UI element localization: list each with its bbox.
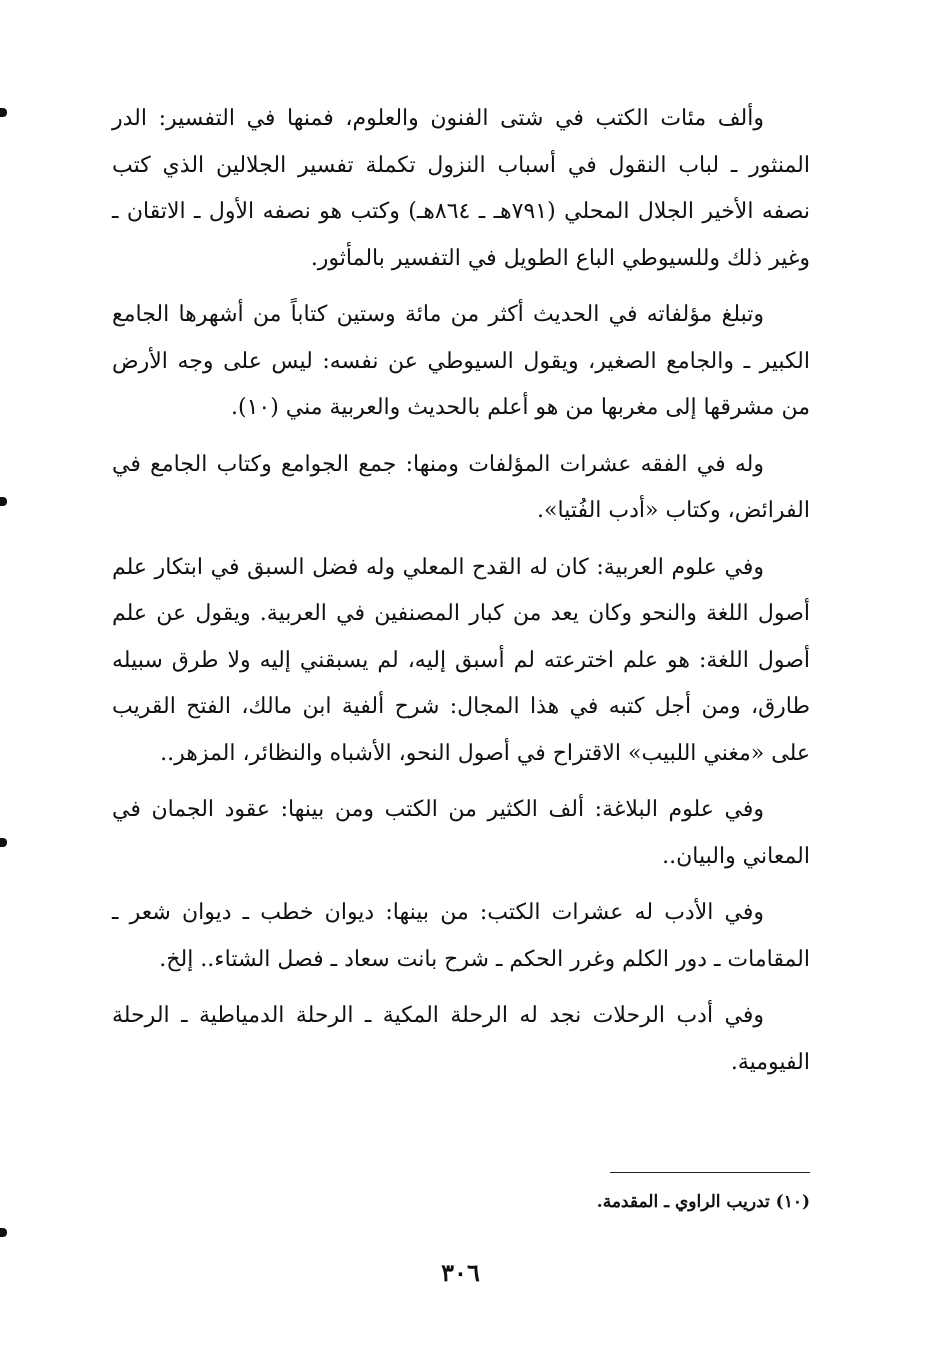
paragraph-hadith: وتبلغ مؤلفاته في الحديث أكثر من مائة وستين كتاباً من أشهرها الجامع الكبير ـ والجامع الصغير، ويقول السيوطي عن نفسه: ليس على وجه الأرض من مشرقها إلى مغربها من هو أعلم بالحديث والعربية مني (١٠).: [112, 302, 810, 420]
scan-margin-mark: [0, 838, 7, 847]
paragraph-travel: وفي أدب الرحلات نجد له الرحلة المكية ـ الرحلة الدمياطية ـ الرحلة الفيومية.: [112, 1003, 810, 1075]
scan-margin-mark: [0, 1228, 7, 1237]
page-number: ٣٠٦: [441, 1258, 480, 1287]
paragraph-fiqh: وله في الفقه عشرات المؤلفات ومنها: جمع الجوامع وكتاب الجامع في الفرائض، وكتاب «أدب الفُتيا».: [112, 451, 810, 523]
footnote-divider: [610, 1172, 810, 1173]
scan-margin-mark: [0, 497, 7, 506]
scan-margin-mark: [0, 108, 7, 117]
paragraph-rhetoric: وفي علوم البلاغة: ألف الكثير من الكتب ومن بينها: عقود الجمان في المعاني والبيان..: [112, 797, 810, 869]
footnote: (١٠) تدريب الراوي ـ المقدمة.: [596, 1192, 810, 1212]
paragraph-literature: وفي الأدب له عشرات الكتب: من بينها: ديوان خطب ـ ديوان شعر ـ المقامات ـ دور الكلم وغرر الحكم ـ شرح بانت سعاد ـ فصل الشتاء.. إلخ.: [112, 900, 810, 972]
paragraph-arabic-sciences: وفي علوم العربية: كان له القدح المعلي وله فضل السبق في ابتكار علم أصول اللغة والنحو وكان يعد من كبار المصنفين في العربية. ويقول عن علم أصول اللغة: هو علم اخترعته لم أسبق إليه، لم يسبقني إليه ولا طرق سبيله طارق، ومن أجل كتبه في هذا المجال: شرح ألفية ابن مالك، الفتح القريب على «مغني اللبيب» الاقتراح في أصول النحو، الأشباه والنظائر، المزهر..: [112, 554, 810, 766]
page-body: [112, 96, 810, 1096]
paragraph-tafsir: وألف مئات الكتب في شتى الفنون والعلوم، فمنها في التفسير: الدر المنثور ـ لباب النقول في أسباب النزول تكملة تفسير الجلالين الذي كتب نصفه الأخير الجلال المحلي (٧٩١هـ ـ ٨٦٤هـ) وكتب هو نصفه الأول ـ الاتقان ـ وغير ذلك وللسيوطي الباع الطويل في التفسير بالمأثور.: [112, 106, 811, 271]
